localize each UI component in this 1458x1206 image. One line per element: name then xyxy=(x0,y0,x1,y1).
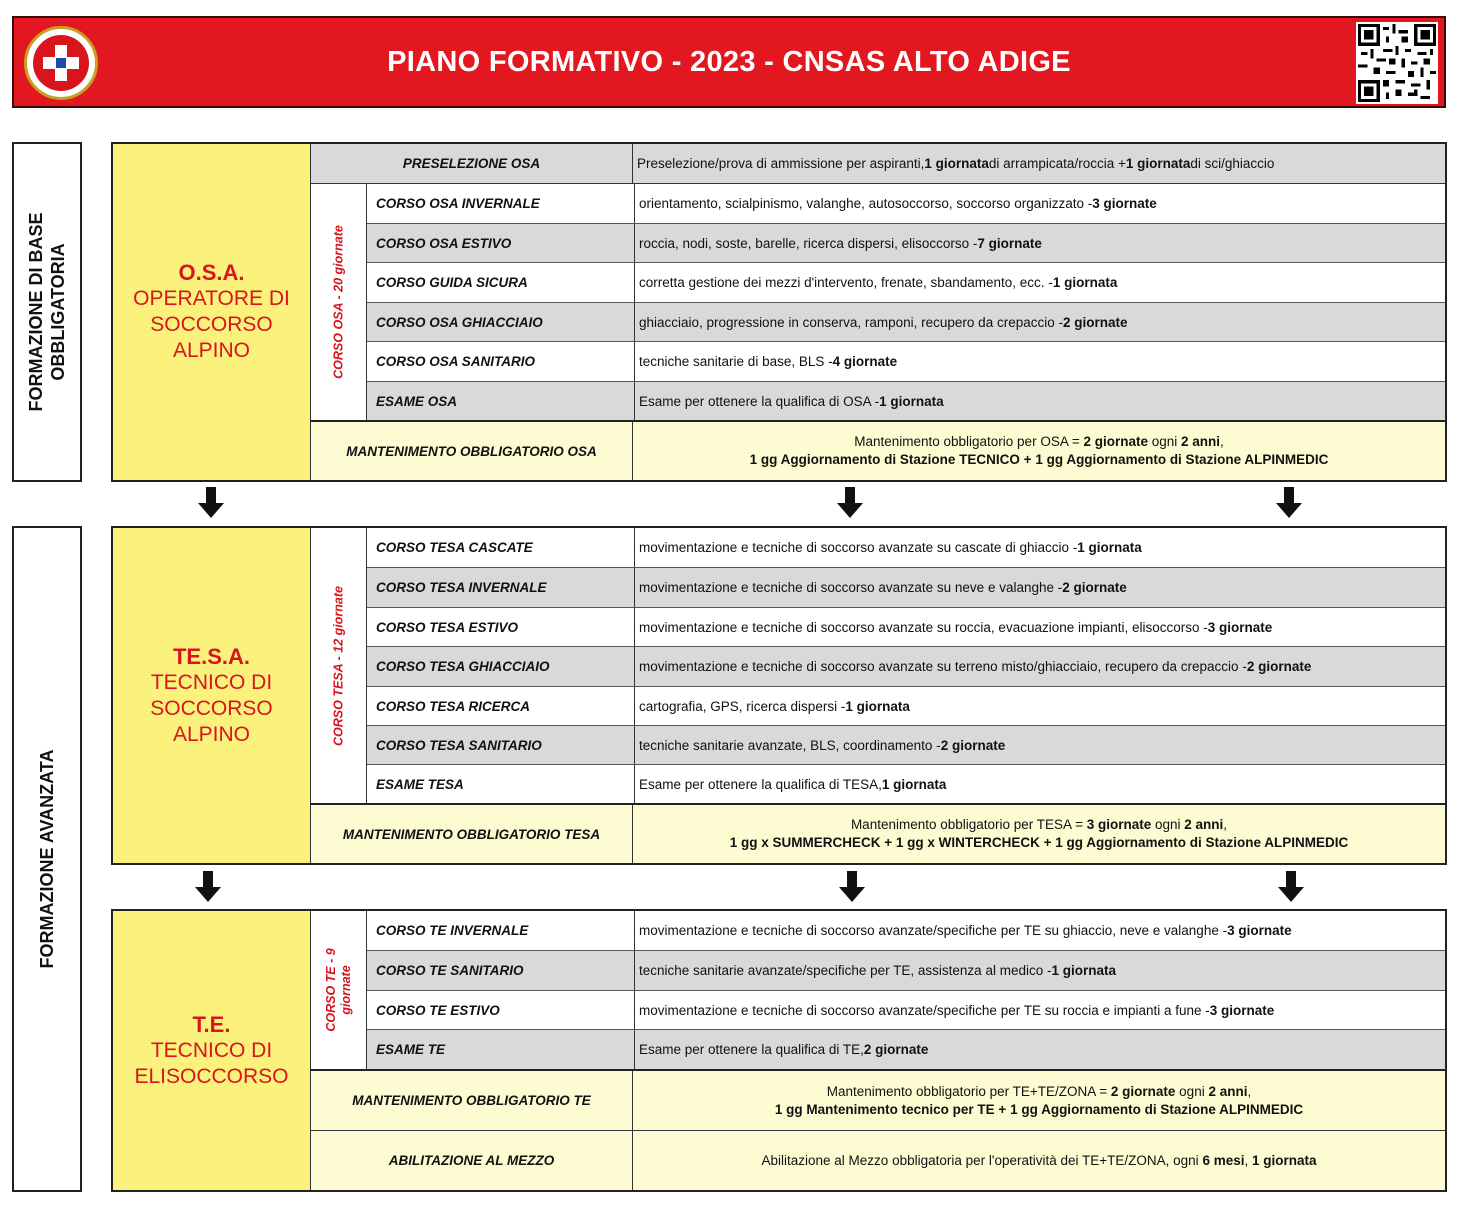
role-osa-abbr: O.S.A. xyxy=(178,260,245,285)
course-row xyxy=(367,183,1445,223)
course-name: CORSO TESA ESTIVO xyxy=(367,608,635,646)
header-banner xyxy=(12,16,1446,108)
course-row xyxy=(367,567,1445,607)
course-name: CORSO OSA INVERNALE xyxy=(367,184,635,223)
course-desc: Esame per ottenere la qualifica di OSA - 1 giornata xyxy=(639,393,944,409)
role-te-abbr: T.E. xyxy=(192,1011,231,1037)
maintenance-name: MANTENIMENTO OBBLIGATORIO TESA xyxy=(311,805,633,863)
course-name: CORSO OSA SANITARIO xyxy=(367,342,635,381)
course-desc: cartografia, GPS, ricerca dispersi - 1 giornata xyxy=(639,698,910,714)
vertical-label-tesa xyxy=(311,528,367,803)
course-name: PRESELEZIONE OSA xyxy=(311,144,633,183)
role-tesa-line: SOCCORSO xyxy=(150,696,273,720)
qr-code-icon[interactable] xyxy=(1356,22,1438,104)
course-name: ESAME TE xyxy=(367,1030,635,1069)
arrow-down-icon xyxy=(1278,871,1304,903)
page-title: PIANO FORMATIVO - 2023 - CNSAS ALTO ADIGE xyxy=(387,46,1071,78)
arrow-down-icon xyxy=(839,871,865,903)
course-desc: movimentazione e tecniche di soccorso avanzate su terreno misto/ghiacciaio, recupero da crepaccio - 2 giornate xyxy=(639,659,1312,674)
course-desc: Esame per ottenere la qualifica di TESA, 1 giornata xyxy=(639,776,947,792)
course-name: CORSO OSA ESTIVO xyxy=(367,224,635,262)
course-name: CORSO TESA CASCATE xyxy=(367,528,635,567)
course-name: CORSO TE INVERNALE xyxy=(367,911,635,950)
course-row xyxy=(367,262,1445,302)
vertical-label-tesa-text: CORSO TESA - 12 giornate xyxy=(331,585,345,746)
course-desc: Preselezione/prova di ammissione per aspiranti, 1 giornata di arrampicata/roccia + 1 giornata di sci/ghiaccio xyxy=(637,156,1275,171)
maintenance-name: MANTENIMENTO OBBLIGATORIO OSA xyxy=(311,422,633,480)
enablement-desc: Abilitazione al Mezzo obbligatoria per l'operatività dei TE+TE/ZONA, ogni 6 mesi, 1 giornata xyxy=(761,1152,1317,1168)
course-row xyxy=(367,341,1445,381)
row-abilitazione-mezzo xyxy=(311,1130,1445,1190)
course-row xyxy=(367,381,1445,420)
course-desc: tecniche sanitarie di base, BLS - 4 giornate xyxy=(639,354,898,369)
course-desc: orientamento, scialpinismo, valanghe, autosoccorso, soccorso organizzato - 3 giornate xyxy=(639,196,1157,211)
role-te-line: TECNICO DI xyxy=(150,1038,273,1062)
role-te xyxy=(113,911,311,1190)
row-preselezione-osa xyxy=(311,144,1445,183)
role-osa-line: OPERATORE DI xyxy=(133,287,290,310)
course-row xyxy=(367,1029,1445,1069)
arrow-down-icon xyxy=(1276,487,1302,519)
side-label-base-line2: OBBLIGATORIA xyxy=(48,243,68,381)
maintenance-desc: Mantenimento obbligatorio per OSA = 2 giornate ogni 2 anni, 1 gg Aggiornamento di Stazione TECNICO + 1 gg Aggiornamento di Stazione ALPINMEDIC xyxy=(749,434,1329,467)
row-maintenance-tesa xyxy=(311,803,1445,863)
course-row xyxy=(367,950,1445,990)
arrow-down-icon xyxy=(837,487,863,519)
course-desc: roccia, nodi, soste, barelle, ricerca dispersi, elisoccorso - 7 giornate xyxy=(639,235,1042,251)
maintenance-desc: Mantenimento obbligatorio per TESA = 3 giornate ogni 2 anni, 1 gg x SUMMERCHECK + 1 gg x WINTERCHECK + 1 gg Aggiornamento di Stazione ALPINMEDIC xyxy=(729,817,1349,850)
course-name: CORSO TE SANITARIO xyxy=(367,951,635,990)
course-name: CORSO TESA RICERCA xyxy=(367,687,635,725)
course-name: ESAME OSA xyxy=(367,382,635,420)
maintenance-desc: Mantenimento obbligatorio per TE+TE/ZONA = 2 giornate ogni 2 anni, 1 gg Mantenimento tecnico per TE + 1 gg Aggiornamento di Stazione ALPINMEDIC xyxy=(774,1083,1304,1117)
maintenance-name: MANTENIMENTO OBBLIGATORIO TE xyxy=(311,1071,633,1130)
course-row xyxy=(367,764,1445,803)
side-label-advanced xyxy=(12,526,82,1192)
course-name: ESAME TESA xyxy=(367,765,635,803)
role-osa xyxy=(113,144,311,480)
role-tesa-line: ALPINO xyxy=(172,722,251,746)
course-desc: corretta gestione dei mezzi d'intervento, frenate, sbandamento, ecc. - 1 giornata xyxy=(639,275,1118,290)
section-osa xyxy=(111,142,1447,482)
row-maintenance-osa xyxy=(311,420,1445,480)
role-osa-line: SOCCORSO xyxy=(150,313,273,336)
vertical-label-osa-text: CORSO OSA - 20 giornate xyxy=(331,225,345,379)
vertical-label-te-text: CORSO TE - 9 giornate xyxy=(323,948,353,1032)
vertical-label-osa xyxy=(311,183,367,420)
course-desc: movimentazione e tecniche di soccorso avanzate/specifiche per TE su ghiaccio, neve e valanghe - 3 giornate xyxy=(639,923,1292,938)
course-desc: movimentazione e tecniche di soccorso avanzate su neve e valanghe - 2 giornate xyxy=(639,580,1127,595)
course-name: CORSO TESA GHIACCIAIO xyxy=(367,647,635,686)
course-desc: movimentazione e tecniche di soccorso avanzate/specifiche per TE su roccia e impianti a fune - 3 giornate xyxy=(639,1002,1275,1018)
side-label-base xyxy=(12,142,82,482)
course-row xyxy=(367,223,1445,262)
role-osa-line: ALPINO xyxy=(172,339,251,362)
role-te-line: ELISOCCORSO xyxy=(134,1064,289,1088)
course-desc: tecniche sanitarie avanzate/specifiche per TE, assistenza al medico - 1 giornata xyxy=(639,963,1116,978)
section-te xyxy=(111,909,1447,1192)
side-label-advanced-text: FORMAZIONE AVANZATA xyxy=(37,749,57,969)
course-desc: ghiacciaio, progressione in conserva, ramponi, recupero da crepaccio - 2 giornate xyxy=(639,314,1128,330)
role-tesa-line: TECNICO DI xyxy=(150,670,273,694)
course-row xyxy=(367,990,1445,1029)
course-desc: Esame per ottenere la qualifica di TE, 2 giornate xyxy=(639,1042,929,1057)
role-tesa xyxy=(113,528,311,863)
course-row xyxy=(367,302,1445,341)
course-name: CORSO TESA SANITARIO xyxy=(367,726,635,764)
course-desc: movimentazione e tecniche di soccorso avanzate su roccia, evacuazione impianti, elisoccorso - 3 giornate xyxy=(639,619,1273,635)
row-maintenance-te xyxy=(311,1069,1445,1130)
course-row xyxy=(367,911,1445,950)
course-row xyxy=(367,607,1445,646)
arrow-down-icon xyxy=(195,871,221,903)
course-row xyxy=(367,528,1445,567)
arrow-down-icon xyxy=(198,487,224,519)
course-name: CORSO TESA INVERNALE xyxy=(367,568,635,607)
vertical-label-te xyxy=(311,911,367,1069)
course-row xyxy=(367,646,1445,686)
section-tesa xyxy=(111,526,1447,865)
side-label-base-line1: FORMAZIONE DI BASE xyxy=(26,212,46,412)
course-desc: movimentazione e tecniche di soccorso avanzate su cascate di ghiaccio - 1 giornata xyxy=(639,540,1142,555)
enablement-name: ABILITAZIONE AL MEZZO xyxy=(311,1131,633,1190)
course-name: CORSO TE ESTIVO xyxy=(367,991,635,1029)
role-tesa-abbr: TE.S.A. xyxy=(172,643,250,669)
course-desc: tecniche sanitarie avanzate, BLS, coordinamento - 2 giornate xyxy=(639,737,1006,753)
course-name: CORSO OSA GHIACCIAIO xyxy=(367,303,635,341)
course-row xyxy=(367,686,1445,725)
course-row xyxy=(367,725,1445,764)
course-name: CORSO GUIDA SICURA xyxy=(367,263,635,302)
